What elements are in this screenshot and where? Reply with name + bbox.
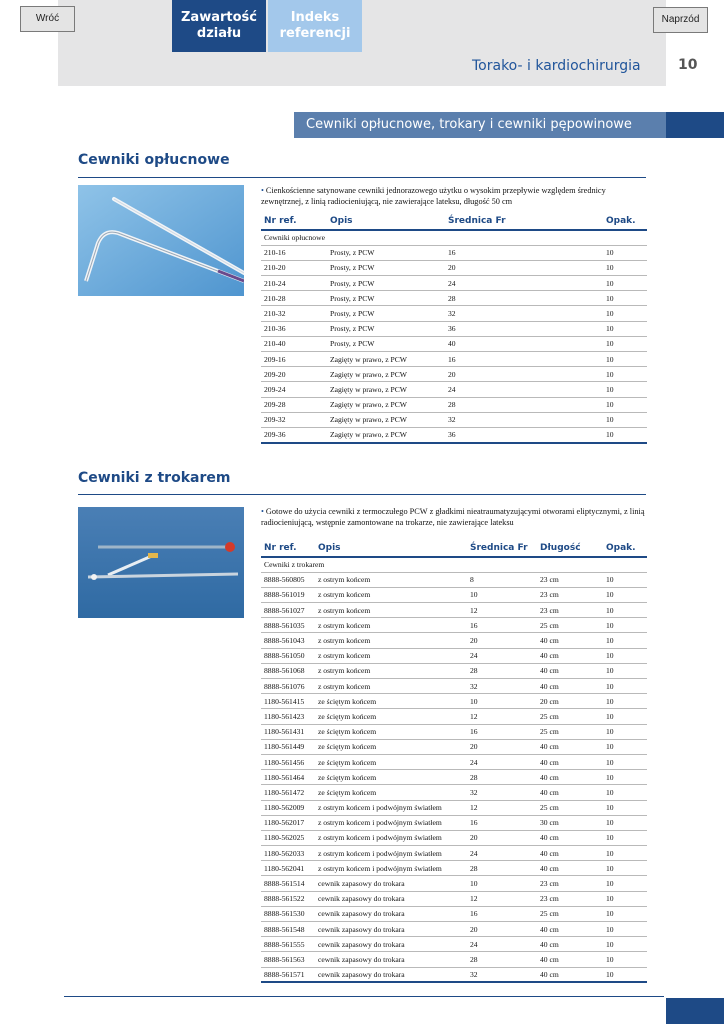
table-cell: 1180-562041 — [261, 861, 315, 876]
table-cell: z ostrym końcem i podwójnym światłem — [315, 815, 467, 830]
table-row — [261, 427, 647, 442]
table-cell: ze ściętym końcem — [315, 709, 467, 724]
table-row — [261, 724, 647, 739]
table-cell: ze ściętym końcem — [315, 739, 467, 754]
table-cell: 10 — [603, 785, 647, 800]
table-cell: Prosty, z PCW — [327, 336, 445, 351]
table-cell: 32 — [467, 679, 537, 694]
table-cell: 24 — [467, 937, 537, 952]
table-cell: 8888-561514 — [261, 876, 315, 891]
table-cell: 25 cm — [537, 800, 603, 815]
table-cell: 1180-561423 — [261, 709, 315, 724]
table-cell: 32 — [467, 967, 537, 982]
table-cell: 1180-561431 — [261, 724, 315, 739]
table-cell: 10 — [603, 815, 647, 830]
table-cell: 10 — [603, 321, 647, 336]
table-cell: Prosty, z PCW — [327, 321, 445, 336]
table-row — [261, 382, 647, 397]
table-cell: Zagięty w prawo, z PCW — [327, 427, 445, 442]
chapter-title: Torako- i kardiochirurgia — [472, 58, 641, 74]
table-cell: 20 — [445, 260, 603, 275]
table-cell: 25 cm — [537, 724, 603, 739]
table-cell: z ostrym końcem — [315, 663, 467, 678]
table-cell: 40 — [445, 336, 603, 351]
table-cell: 10 — [467, 694, 537, 709]
table-cell: 10 — [603, 739, 647, 754]
table-cell: 28 — [467, 770, 537, 785]
table-cell: Prosty, z PCW — [327, 291, 445, 306]
section-divider — [78, 177, 646, 178]
back-button[interactable]: Wróć — [20, 6, 75, 32]
table-cell: Prosty, z PCW — [327, 276, 445, 291]
table-row — [261, 603, 647, 618]
table-row — [261, 260, 647, 275]
table-cell: 210-40 — [261, 336, 327, 351]
group-label: Cewniki z trokarem — [261, 557, 647, 572]
table-cell: 209-16 — [261, 352, 327, 367]
table-cell: 8888-561522 — [261, 891, 315, 906]
table-cell: 36 — [445, 321, 603, 336]
table-cell: 10 — [603, 800, 647, 815]
table-cell: 10 — [603, 367, 647, 382]
table-row — [261, 679, 647, 694]
footer-divider — [64, 996, 664, 997]
table-cell: z ostrym końcem — [315, 679, 467, 694]
table-cell: 20 — [467, 830, 537, 845]
table-cell: 10 — [603, 352, 647, 367]
footer-accent — [666, 998, 724, 1024]
column-header: Średnica Fr — [445, 212, 603, 230]
table-cell: 1180-562025 — [261, 830, 315, 845]
table-cell: z ostrym końcem i podwójnym światłem — [315, 846, 467, 861]
table-cell: 10 — [603, 648, 647, 663]
table-cell: 10 — [603, 709, 647, 724]
table-row — [261, 830, 647, 845]
table-cell: 25 cm — [537, 618, 603, 633]
table-cell: 1180-562017 — [261, 815, 315, 830]
table-cell: 24 — [467, 846, 537, 861]
table-cell: 24 — [445, 382, 603, 397]
column-header: Opak. — [603, 539, 647, 557]
table-cell: 24 — [445, 276, 603, 291]
table-row — [261, 352, 647, 367]
table-cell: 12 — [467, 800, 537, 815]
table-cell: 10 — [603, 846, 647, 861]
table-cell: ze ściętym końcem — [315, 694, 467, 709]
table-cell: 8888-561035 — [261, 618, 315, 633]
tab-label-line1: Indeks — [290, 10, 340, 25]
table-cell: 16 — [467, 618, 537, 633]
table-cell: 8888-561563 — [261, 952, 315, 967]
chapter-number: 10 — [678, 57, 698, 73]
table-row — [261, 800, 647, 815]
table-cell: Prosty, z PCW — [327, 306, 445, 321]
table-cell: 209-36 — [261, 427, 327, 442]
table-cell: z ostrym końcem i podwójnym światłem — [315, 830, 467, 845]
table-cell: 1180-561464 — [261, 770, 315, 785]
table-cell: 10 — [603, 754, 647, 769]
table-row — [261, 952, 647, 967]
pleural-catheter-photo — [78, 185, 244, 296]
column-header: Opis — [315, 539, 467, 557]
table-cell: 40 cm — [537, 846, 603, 861]
table-cell: 20 — [467, 633, 537, 648]
table-cell: 8888-561571 — [261, 967, 315, 982]
table-cell: 23 cm — [537, 891, 603, 906]
table-row — [261, 633, 647, 648]
table-row — [261, 967, 647, 982]
table-cell: cewnik zapasowy do trokara — [315, 876, 467, 891]
table-cell: 10 — [603, 336, 647, 351]
table-row — [261, 846, 647, 861]
table-cell: z ostrym końcem — [315, 587, 467, 602]
table-row — [261, 876, 647, 891]
table-cell: 1180-561415 — [261, 694, 315, 709]
table-cell: cewnik zapasowy do trokara — [315, 906, 467, 921]
column-header: Opis — [327, 212, 445, 230]
table-cell: cewnik zapasowy do trokara — [315, 937, 467, 952]
table-cell: 8888-561019 — [261, 587, 315, 602]
table-row — [261, 922, 647, 937]
trocar-catheter-photo — [78, 507, 244, 618]
table-cell: 10 — [603, 306, 647, 321]
table-cell: 40 cm — [537, 937, 603, 952]
table-cell: 1180-562033 — [261, 846, 315, 861]
table-row — [261, 937, 647, 952]
table-cell: 10 — [603, 922, 647, 937]
table-cell: 10 — [603, 663, 647, 678]
table-cell: 12 — [467, 891, 537, 906]
table-cell: 8888-561548 — [261, 922, 315, 937]
table-cell: ze ściętym końcem — [315, 724, 467, 739]
table-cell: Prosty, z PCW — [327, 260, 445, 275]
table-cell: 10 — [603, 260, 647, 275]
table-cell: Zagięty w prawo, z PCW — [327, 352, 445, 367]
table-cell: 8888-561530 — [261, 906, 315, 921]
pleural-catheter-table — [261, 212, 647, 444]
table-cell: 36 — [445, 427, 603, 442]
table-row — [261, 785, 647, 800]
table-cell: 40 cm — [537, 830, 603, 845]
table-cell: 8 — [467, 572, 537, 587]
table-cell: 23 cm — [537, 603, 603, 618]
table-cell: 210-16 — [261, 245, 327, 260]
table-cell: ze ściętym końcem — [315, 785, 467, 800]
table-cell: 10 — [603, 952, 647, 967]
section-heading-trocar-catheters: Cewniki z trokarem — [78, 470, 231, 486]
table-cell: 8888-561050 — [261, 648, 315, 663]
table-cell: 8888-560805 — [261, 572, 315, 587]
table-header-row — [261, 212, 647, 230]
section2-description — [261, 506, 647, 528]
table-cell: 210-32 — [261, 306, 327, 321]
tab-label-line2: referencji — [279, 26, 351, 41]
table-cell: 8888-561068 — [261, 663, 315, 678]
table-cell: 10 — [603, 276, 647, 291]
bullet-icon: • — [261, 186, 264, 195]
table-cell: Zagięty w prawo, z PCW — [327, 397, 445, 412]
table-cell: ze ściętym końcem — [315, 770, 467, 785]
table-cell: 40 cm — [537, 754, 603, 769]
table-cell: 28 — [445, 397, 603, 412]
table-row — [261, 587, 647, 602]
table-row — [261, 739, 647, 754]
table-cell: 1180-561472 — [261, 785, 315, 800]
table-row — [261, 306, 647, 321]
table-cell: 209-20 — [261, 367, 327, 382]
section1-description — [261, 185, 647, 207]
table-cell: 40 cm — [537, 861, 603, 876]
table-cell: 1180-561456 — [261, 754, 315, 769]
table-row — [261, 861, 647, 876]
table-row — [261, 754, 647, 769]
table-cell: 10 — [603, 830, 647, 845]
table-cell: 28 — [467, 861, 537, 876]
table-cell: 10 — [603, 937, 647, 952]
banner-accent — [666, 112, 724, 138]
forward-button[interactable]: Naprzód — [653, 7, 708, 33]
table-cell: 209-24 — [261, 382, 327, 397]
table-cell: 28 — [445, 291, 603, 306]
table-cell: 24 — [467, 754, 537, 769]
table-cell: 10 — [603, 412, 647, 427]
table-row — [261, 770, 647, 785]
table-row — [261, 291, 647, 306]
table-row — [261, 891, 647, 906]
table-cell: 10 — [467, 587, 537, 602]
table-cell: 12 — [467, 709, 537, 724]
table-cell: z ostrym końcem — [315, 648, 467, 663]
section2-description-text: Gotowe do użycia cewniki z termoczułego PCW z gładkimi nieatraumatyzującymi otworami eliptycznymi, z linią radiocieniującą, wstępnie zamontowane na trokarze, nie zawierające lateksu — [261, 507, 645, 527]
table-cell: 28 — [467, 952, 537, 967]
table-cell: 40 cm — [537, 922, 603, 937]
table-cell: 10 — [603, 618, 647, 633]
table-cell: 20 — [445, 367, 603, 382]
table-cell: 20 cm — [537, 694, 603, 709]
table-cell: 20 — [467, 739, 537, 754]
tab-reference-index[interactable] — [268, 0, 362, 52]
column-header: Nr ref. — [261, 539, 315, 557]
table-row — [261, 397, 647, 412]
table-cell: 40 cm — [537, 679, 603, 694]
table-cell: 40 cm — [537, 663, 603, 678]
table-row — [261, 412, 647, 427]
table-cell: 10 — [603, 603, 647, 618]
table-cell: 20 — [467, 922, 537, 937]
table-cell: 209-28 — [261, 397, 327, 412]
table-row — [261, 648, 647, 663]
table-cell: 10 — [603, 679, 647, 694]
table-cell: 32 — [467, 785, 537, 800]
table-cell: 10 — [603, 770, 647, 785]
column-header: Średnica Fr — [467, 539, 537, 557]
table-cell: 10 — [603, 572, 647, 587]
tab-label-line2: działu — [196, 26, 242, 41]
table-cell: 24 — [467, 648, 537, 663]
table-cell: 10 — [603, 291, 647, 306]
table-cell: 10 — [603, 245, 647, 260]
table-cell: 23 cm — [537, 876, 603, 891]
section-banner: Cewniki opłucnowe, trokary i cewniki pępowinowe — [294, 112, 666, 138]
table-cell: 10 — [603, 587, 647, 602]
table-cell: 16 — [467, 815, 537, 830]
section-heading-pleural-catheters: Cewniki opłucnowe — [78, 152, 230, 168]
tab-section-contents[interactable] — [172, 0, 266, 52]
table-cell: 10 — [467, 876, 537, 891]
table-cell: 23 cm — [537, 587, 603, 602]
table-cell: 10 — [603, 427, 647, 442]
table-cell: cewnik zapasowy do trokara — [315, 922, 467, 937]
table-cell: 210-20 — [261, 260, 327, 275]
table-cell: 1180-561449 — [261, 739, 315, 754]
trocar-catheter-table — [261, 539, 647, 983]
table-cell: 10 — [603, 906, 647, 921]
table-cell: 8888-561076 — [261, 679, 315, 694]
column-header: Nr ref. — [261, 212, 327, 230]
table-cell: 32 — [445, 412, 603, 427]
table-cell: 40 cm — [537, 739, 603, 754]
table-cell: Zagięty w prawo, z PCW — [327, 382, 445, 397]
table-cell: 16 — [467, 724, 537, 739]
section-divider — [78, 494, 646, 495]
table-cell: z ostrym końcem i podwójnym światłem — [315, 861, 467, 876]
table-row — [261, 245, 647, 260]
table-cell: cewnik zapasowy do trokara — [315, 952, 467, 967]
table-cell: 10 — [603, 967, 647, 982]
table-cell: 10 — [603, 876, 647, 891]
table-cell: 10 — [603, 724, 647, 739]
table-cell: 10 — [603, 633, 647, 648]
table-cell: 10 — [603, 382, 647, 397]
table-group-row — [261, 230, 647, 245]
table-cell: z ostrym końcem — [315, 618, 467, 633]
table-cell: 210-36 — [261, 321, 327, 336]
table-cell: 8888-561027 — [261, 603, 315, 618]
table-row — [261, 336, 647, 351]
table-cell: 1180-562009 — [261, 800, 315, 815]
table-cell: 30 cm — [537, 815, 603, 830]
table-cell: z ostrym końcem — [315, 572, 467, 587]
table-cell: 16 — [445, 352, 603, 367]
table-cell: 40 cm — [537, 952, 603, 967]
table-cell: 10 — [603, 694, 647, 709]
table-cell: 8888-561043 — [261, 633, 315, 648]
table-cell: 10 — [603, 861, 647, 876]
table-cell: Zagięty w prawo, z PCW — [327, 367, 445, 382]
tab-label-line1: Zawartość — [181, 10, 257, 25]
table-cell: 10 — [603, 891, 647, 906]
table-row — [261, 694, 647, 709]
table-cell: Zagięty w prawo, z PCW — [327, 412, 445, 427]
table-cell: 12 — [467, 603, 537, 618]
table-cell: 40 cm — [537, 967, 603, 982]
table-cell: ze ściętym końcem — [315, 754, 467, 769]
table-row — [261, 276, 647, 291]
table-cell: 210-28 — [261, 291, 327, 306]
table-row — [261, 663, 647, 678]
table-cell: Prosty, z PCW — [327, 245, 445, 260]
table-cell: 25 cm — [537, 709, 603, 724]
column-header: Długość — [537, 539, 603, 557]
table-cell: cewnik zapasowy do trokara — [315, 891, 467, 906]
table-cell: z ostrym końcem i podwójnym światłem — [315, 800, 467, 815]
table-row — [261, 618, 647, 633]
table-cell: 32 — [445, 306, 603, 321]
table-cell: z ostrym końcem — [315, 603, 467, 618]
group-label: Cewniki opłucnowe — [261, 230, 647, 245]
table-row — [261, 906, 647, 921]
section1-description-text: Cienkościenne satynowane cewniki jednorazowego użytku o wysokim przepływie względem średnicy zewnętrznej, z linią radiocieniującą, nie zawierające lateksu, długość 50 cm — [261, 186, 606, 206]
table-row — [261, 572, 647, 587]
table-row — [261, 815, 647, 830]
table-row — [261, 321, 647, 336]
column-header: Opak. — [603, 212, 647, 230]
table-row — [261, 367, 647, 382]
table-cell: 25 cm — [537, 906, 603, 921]
table-cell: 28 — [467, 663, 537, 678]
table-cell: 40 cm — [537, 648, 603, 663]
table-cell: cewnik zapasowy do trokara — [315, 967, 467, 982]
table-group-row — [261, 557, 647, 572]
table-cell: 16 — [445, 245, 603, 260]
table-cell: 10 — [603, 397, 647, 412]
table-cell: 16 — [467, 906, 537, 921]
table-cell: 40 cm — [537, 633, 603, 648]
table-cell: 40 cm — [537, 770, 603, 785]
table-cell: 40 cm — [537, 785, 603, 800]
table-cell: 209-32 — [261, 412, 327, 427]
table-header-row — [261, 539, 647, 557]
table-cell: z ostrym końcem — [315, 633, 467, 648]
table-row — [261, 709, 647, 724]
table-cell: 23 cm — [537, 572, 603, 587]
bullet-icon: • — [261, 507, 264, 516]
table-cell: 8888-561555 — [261, 937, 315, 952]
table-cell: 210-24 — [261, 276, 327, 291]
